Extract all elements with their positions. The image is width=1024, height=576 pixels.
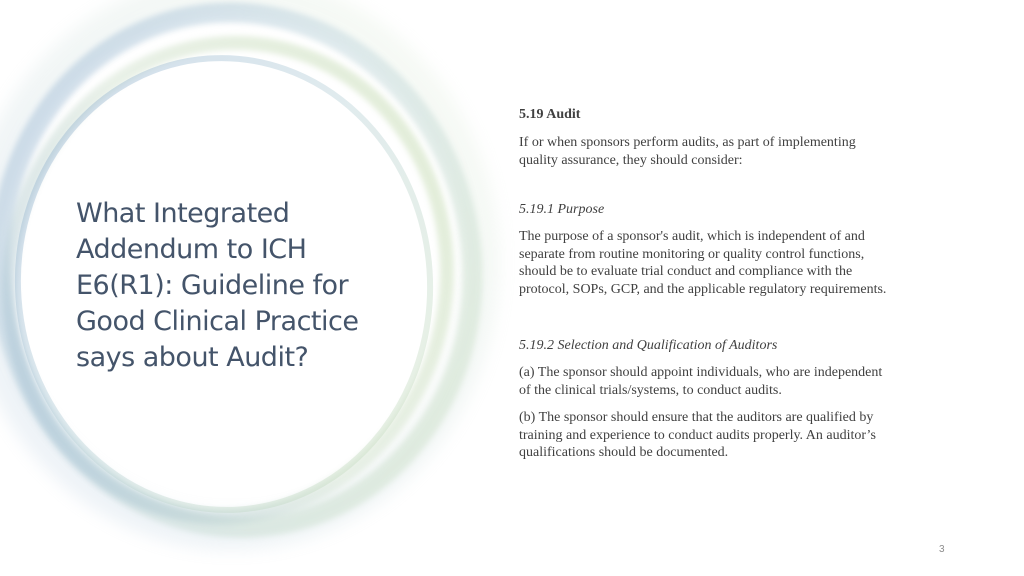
title-line: Good Clinical Practice	[76, 306, 359, 337]
intro-line: quality assurance, they should consider:	[519, 152, 743, 168]
content-column	[519, 106, 959, 462]
selection-b-line: training and experience to conduct audits properly. An auditor’s	[519, 427, 876, 443]
title-line: E6(R1): Guideline for	[76, 270, 349, 301]
purpose-line: separate from routine monitoring or quality control functions,	[519, 246, 865, 262]
intro-line: If or when sponsors perform audits, as part of implementing	[519, 135, 856, 150]
purpose-paragraph	[519, 228, 959, 298]
title-line: What Integrated	[76, 198, 290, 229]
selection-paragraph-b	[519, 409, 959, 462]
selection-heading: 5.19.2 Selection and Qualification of Auditors	[519, 338, 778, 353]
purpose-line: protocol, SOPs, GCP, and the applicable regulatory requirements.	[519, 281, 887, 297]
slide-title	[76, 196, 386, 376]
title-line: Addendum to ICH	[76, 234, 307, 265]
purpose-line: should be to evaluate trial conduct and compliance with the	[519, 264, 853, 279]
selection-paragraph-a	[519, 364, 959, 399]
title-line: says about Audit?	[76, 342, 309, 373]
purpose-heading: 5.19.1 Purpose	[519, 202, 605, 217]
purpose-line: The purpose of a sponsor's audit, which is independent of and	[519, 229, 865, 244]
selection-b-line: (b) The sponsor should ensure that the auditors are qualified by	[519, 410, 874, 425]
selection-a-line: of the clinical trials/systems, to conduct audits.	[519, 382, 782, 398]
section-heading: 5.19 Audit	[519, 107, 581, 122]
intro-paragraph	[519, 134, 959, 169]
selection-b-line: qualifications should be documented.	[519, 445, 729, 460]
selection-a-line: (a) The sponsor should appoint individuals, who are independent	[519, 365, 883, 380]
page-number: 3	[939, 544, 945, 555]
